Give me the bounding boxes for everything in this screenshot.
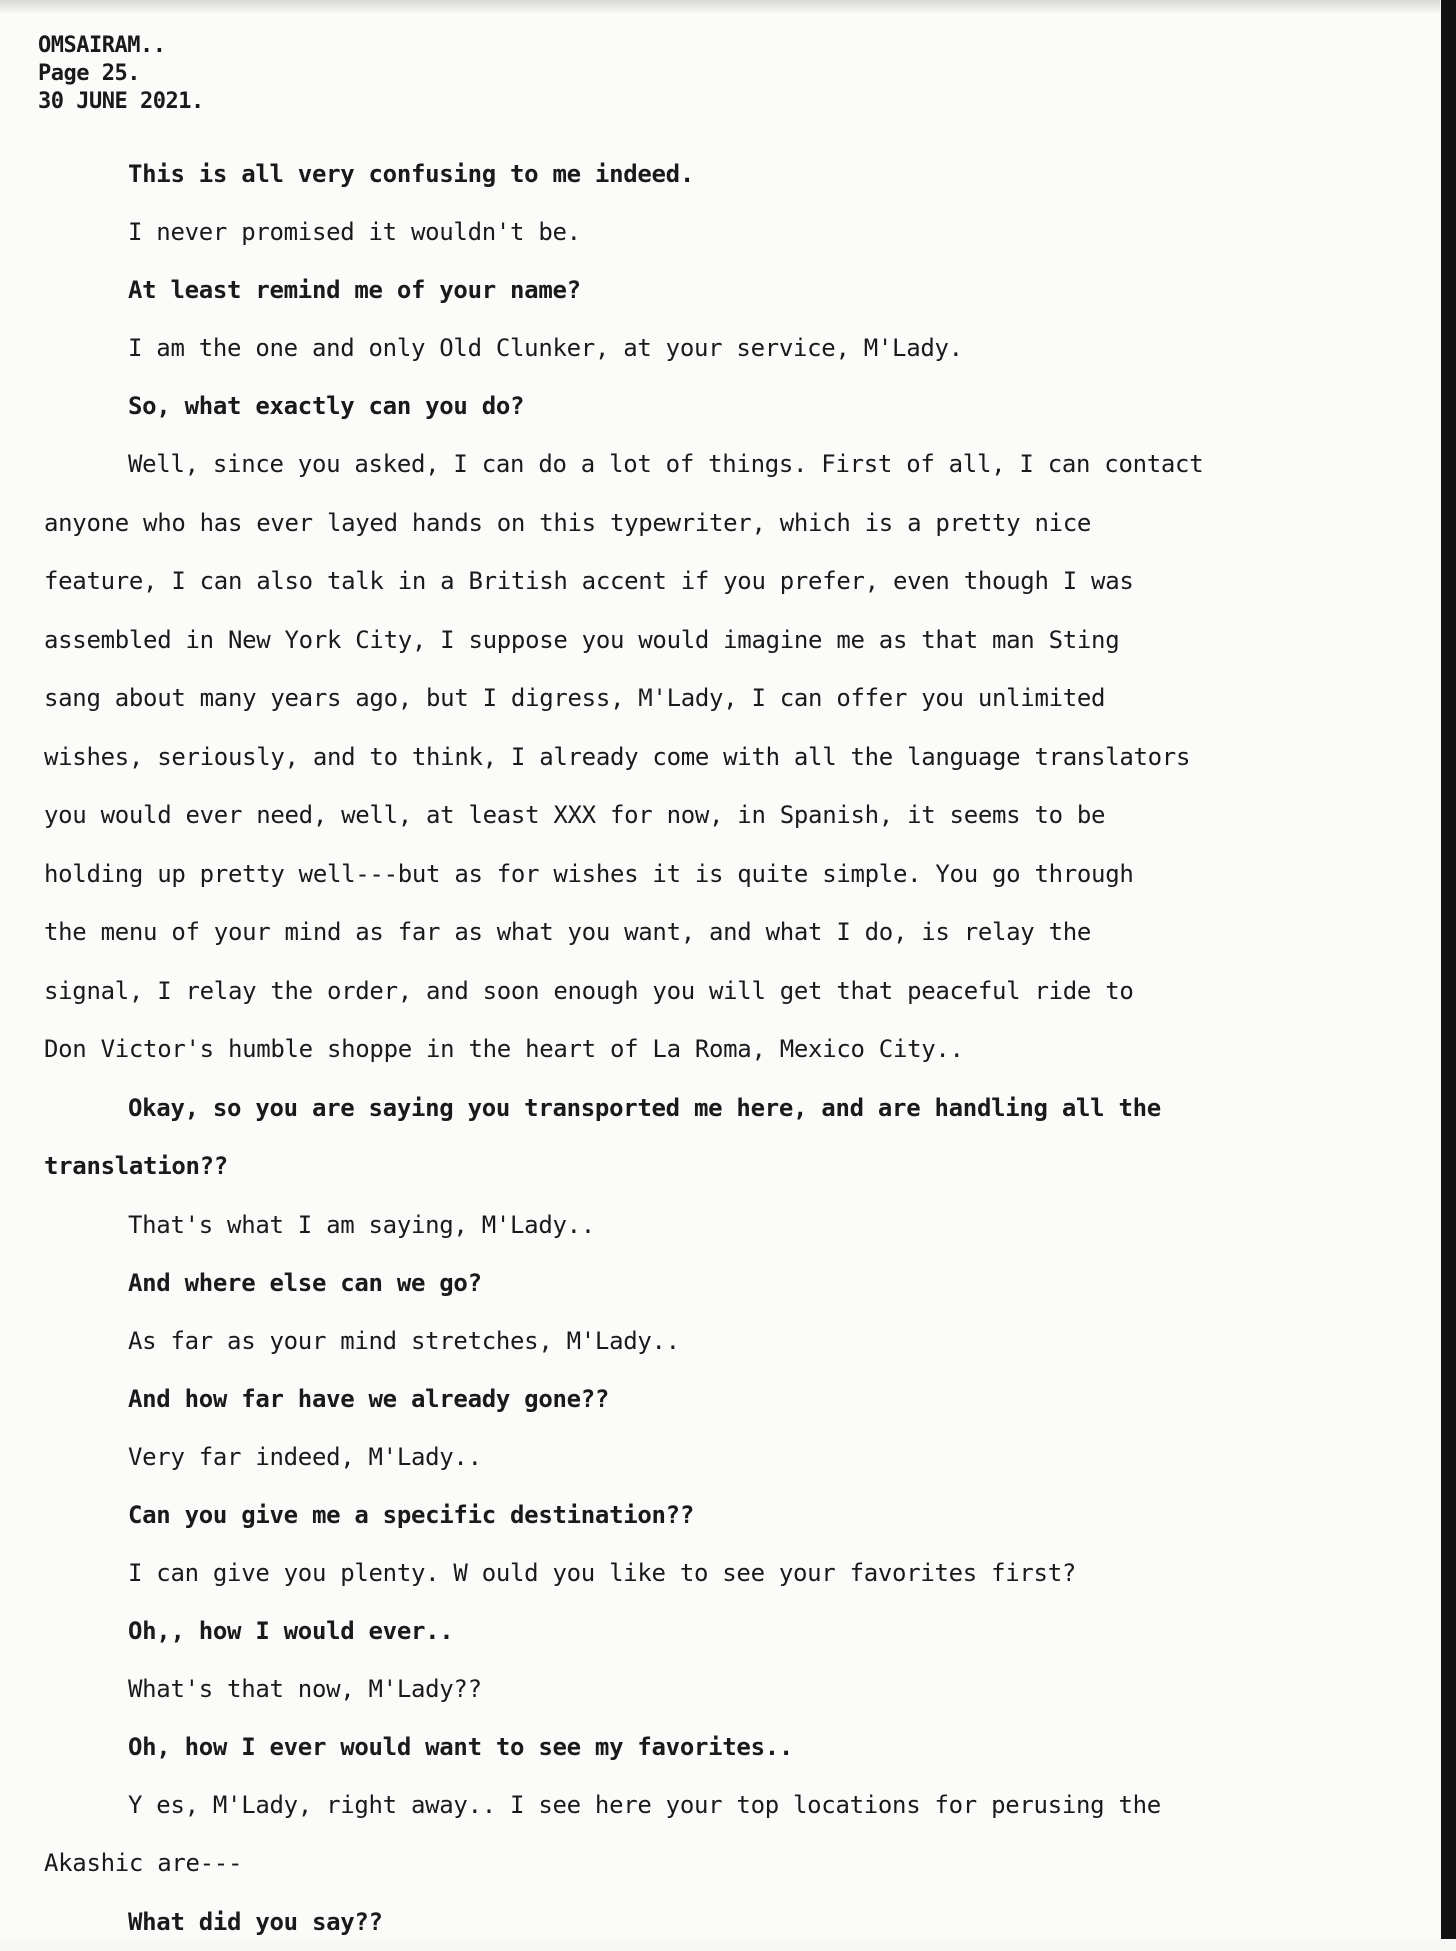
paragraph-line: translation??	[44, 1152, 228, 1180]
long-paragraph	[44, 435, 1434, 1079]
header-title: OMSAIRAM..	[38, 33, 166, 58]
dialogue-line: This is all very confusing to me indeed.	[128, 160, 694, 188]
paragraph-line: Okay, so you are saying you transported me here, and are handling all the	[128, 1093, 1161, 1122]
dialogue-line: Oh, how I ever would want to see my favorites..	[128, 1732, 794, 1761]
dialogue-line: Oh,, how I would ever..	[128, 1616, 454, 1645]
question-paragraph	[44, 1079, 1434, 1196]
dialogue-line: And where else can we go?	[128, 1268, 482, 1297]
final-paragraph	[44, 1776, 1434, 1893]
dialogue-line: I can give you plenty. W ould you like to see your favorites first?	[128, 1558, 1076, 1587]
dialogue-line: I am the one and only Old Clunker, at your service, M'Lady.	[128, 334, 963, 362]
paragraph-line: sang about many years ago, but I digress, M'Lady, I can offer you unlimited	[44, 684, 1106, 712]
paragraph-line: Y es, M'Lady, right away.. I see here your top locations for perusing the	[128, 1790, 1161, 1819]
paragraph-line: wishes, seriously, and to think, I already come with all the language translators	[44, 742, 1191, 771]
page-header	[38, 32, 204, 116]
paragraph-line: feature, I can also talk in a British accent if you prefer, even though I was	[44, 567, 1134, 595]
header-page-number: Page 25.	[38, 61, 140, 86]
page-body	[44, 145, 1434, 1951]
paragraph-line: Don Victor's humble shoppe in the heart of La Roma, Mexico City..	[44, 1035, 964, 1063]
paragraph-line: the menu of your mind as far as what you want, and what I do, is relay the	[44, 918, 1092, 946]
scan-top-shadow	[0, 0, 1440, 14]
dialogue-line: As far as your mind stretches, M'Lady..	[128, 1326, 680, 1355]
dialogue-line: And how far have we already gone??	[128, 1384, 610, 1413]
paragraph-line: you would ever need, well, at least XXX for now, in Spanish, it seems to be	[44, 801, 1106, 829]
dialogue-line: That's what I am saying, M'Lady..	[128, 1210, 595, 1239]
dialogue-line: What did you say??	[128, 1907, 383, 1936]
paragraph-line: holding up pretty well---but as for wishes it is quite simple. You go through	[44, 859, 1134, 888]
dialogue-line: Very far indeed, M'Lady..	[128, 1442, 482, 1471]
paragraph-line: Akashic are---	[44, 1849, 243, 1877]
dialogue-line: What's that now, M'Lady??	[128, 1674, 482, 1703]
paragraph-line: anyone who has ever layed hands on this typewriter, which is a pretty nice	[44, 508, 1092, 537]
dialogue-line: I never promised it wouldn't be.	[128, 218, 581, 246]
dialogue-line: So, what exactly can you do?	[128, 392, 525, 420]
header-date: 30 JUNE 2021.	[38, 89, 204, 114]
paragraph-line: signal, I relay the order, and soon enough you will get that peaceful ride to	[44, 976, 1134, 1005]
scan-right-edge	[1441, 0, 1456, 1939]
paragraph-line: assembled in New York City, I suppose you would imagine me as that man Sting	[44, 625, 1120, 654]
dialogue-line: At least remind me of your name?	[128, 276, 581, 304]
paragraph-line: Well, since you asked, I can do a lot of things. First of all, I can contact	[128, 450, 1204, 478]
dialogue-line: Can you give me a specific destination??	[128, 1500, 694, 1529]
